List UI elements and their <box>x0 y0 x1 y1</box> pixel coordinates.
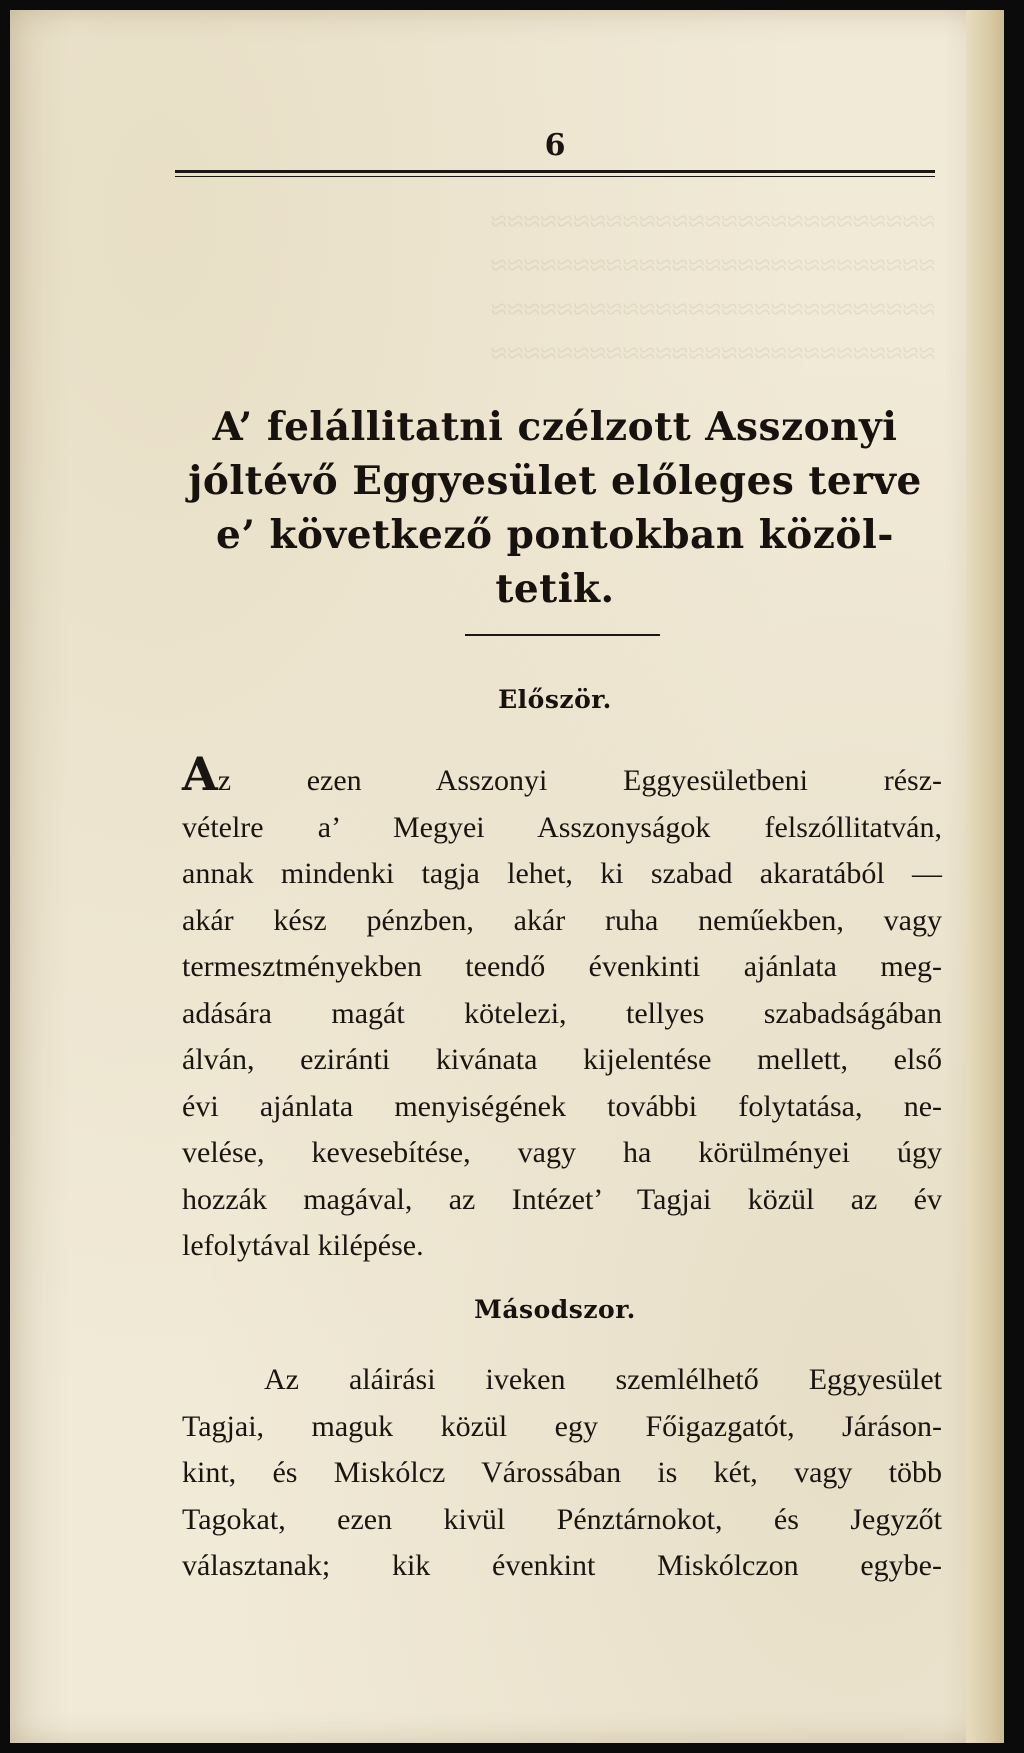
paragraph-line: választanak; kik évenkint Miskólczon egybe- <box>182 1549 942 1582</box>
paragraph-line: hozzák magával, az Intézet’ Tagjai közül az év <box>182 1182 942 1216</box>
paragraph-line: Az aláirási iveken szemlélhető Eggyesület <box>264 1363 942 1396</box>
title-line: jóltévő Eggyesület előleges terve <box>188 458 922 504</box>
paragraph-line: lefolytával kilépése. <box>182 1229 424 1262</box>
page-header <box>175 128 935 177</box>
title-separator-rule <box>465 634 660 636</box>
paragraph-line: velése, kevesebítése, vagy ha körülményei úgy <box>182 1136 942 1169</box>
paragraph-line: akár kész pénzben, akár ruha neműekben, vagy <box>182 903 942 937</box>
title-line: A’ felállitatni czélzott Asszonyi <box>212 404 898 450</box>
paragraph-line: Tagjai, maguk közül egy Főigazgatót, Járáson- <box>182 1409 942 1443</box>
drop-cap: A <box>182 747 218 801</box>
paragraph-line: álván, eziránti kivánata kijelentése mellett, első <box>182 1043 942 1076</box>
paragraph-line: Tagokat, ezen kivül Pénztárnokot, és Jegyzőt <box>182 1502 942 1536</box>
paragraph-line: termesztményekben teendő évenkinti ajánlata meg- <box>182 950 942 983</box>
paragraph-line: Az ezen Asszonyi Eggyesületbeni rész- <box>182 747 942 801</box>
section-first-paragraph <box>182 747 942 1270</box>
bleed-through-texture: ≈≈≈≈≈≈≈≈≈≈≈≈≈≈≈≈≈≈≈≈≈≈≈≈≈≈≈ ≈≈≈≈≈≈≈≈≈≈≈≈≈≈≈≈≈≈≈≈≈≈≈≈≈≈≈ ≈≈≈≈≈≈≈≈≈≈≈≈≈≈≈≈≈≈≈≈≈≈≈≈≈≈≈ ≈≈≈≈≈≈≈≈≈≈≈≈≈≈≈≈≈≈≈≈≈≈≈≈≈≈≈ <box>490 205 935 370</box>
paragraph-line: annak mindenki tagja lehet, ki szabad akaratából — <box>182 857 942 890</box>
page-spine-shadow <box>966 10 1004 1743</box>
title-line: tetik. <box>495 566 615 612</box>
paragraph-line: vételre a’ Megyei Asszonyságok felszóllitatván, <box>182 810 942 844</box>
book-page <box>10 10 1004 1743</box>
section-heading-first: Először. <box>498 685 612 714</box>
paragraph-line: kint, és Miskólcz Várossában is két, vagy több <box>182 1456 942 1489</box>
title-line: e’ következő pontokban közöl- <box>216 512 894 558</box>
section-second-paragraph <box>182 1357 942 1590</box>
section-heading-second: Másodszor. <box>474 1295 636 1324</box>
paragraph-line: adására magát kötelezi, tellyes szabadságában <box>182 996 942 1030</box>
paragraph-line: évi ajánlata menyiségének további folytatása, ne- <box>182 1089 942 1123</box>
header-double-rule <box>175 170 935 177</box>
page-number: 6 <box>544 128 566 163</box>
document-title <box>170 400 940 616</box>
